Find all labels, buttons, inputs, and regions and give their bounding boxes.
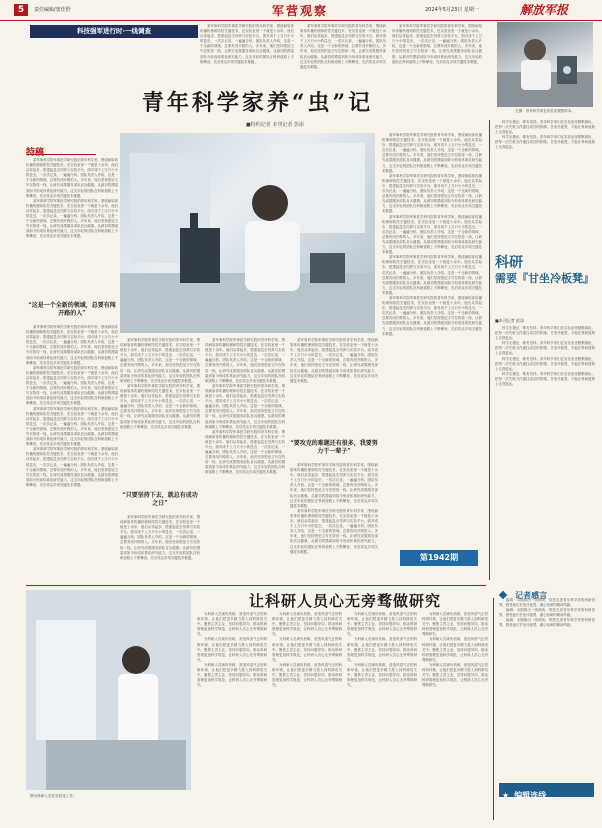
bottom-photo	[26, 590, 191, 790]
section-title: 军营观察	[271, 4, 328, 18]
side-title-line2: 需要『甘坐冷板凳』	[495, 272, 594, 285]
side-title-block	[495, 252, 595, 312]
main-byline: ■特约记者 本刊记者 彭添	[246, 122, 304, 128]
center-col-text-3	[205, 338, 285, 580]
body-paragraph: 某军事科学院军事医学研究院的青年科学家，围绕病原体传播机理和防控关键技术，在实验室里一干就是十余年。他们从零起步，搭建起昆虫饲养与实验平台，面对成千上万只小小的昆虫，一次次记录、一遍遍分析。团队负责人介绍，这是一个全新的领域，总要有闯开路的人。多年来，他们坚持把论文写在防疫一线，让研究成果服务部队官兵健康。从最初的摸索到如今形成体系化研究能力，这支年轻的团队在科研道路上不断攀登，先后攻克多项关键技术难题。	[120, 338, 200, 383]
body-paragraph: 某军事科学院军事医学研究院的青年科学家，围绕病原体传播机理和防控关键技术，在实验室里一干就是十余年。他们从零起步，搭建起昆虫饲养与实验平台，面对成千上万只小小的昆虫，一次次记录、一遍遍分析。团队负责人介绍，这是一个全新的领域，总要有闯开路的人。多年来，他们坚持把论文写在防疫一线，让研究成果服务部队官兵健康。从最初的摸索到如今形成体系化研究能力，这支年轻的团队在科研道路上不断攀登，先后攻克多项关键技术难题。	[26, 365, 118, 406]
bottom-paragraph: 为科研人员减负松绑，营造风清气正的科研环境，让他们把更多精力投入到科研攻关中。聚焦主责主业，坚持问题导向，推动科研管理更加科学规范，让科研人员心无旁骛做研究。	[272, 662, 342, 688]
feature-label	[26, 140, 96, 158]
lab-scene-image	[120, 133, 375, 333]
bottom-paragraph: 为科研人员减负松绑，营造风清气正的科研环境，让他们把更多精力投入到科研攻关中。聚焦主责主业，坚持问题导向，推动科研管理更加科学规范，让科研人员心无旁骛做研究。	[347, 637, 417, 662]
date-line: 2024年5月23日 星期一	[425, 7, 479, 13]
bottom-paragraph: 为科研人员减负松绑，营造风清气正的科研环境，让他们把更多精力投入到科研攻关中。聚焦主责主业，坚持问题导向，推动科研管理更加科学规范，让科研人员心无旁骛做研究。	[422, 662, 488, 688]
intro-text-1	[200, 24, 294, 84]
body-paragraph: 某军事科学院军事医学研究院的青年科学家，围绕病原体传播机理和防控关键技术，在实验室里一干就是十余年。他们从零起步，搭建起昆虫饲养与实验平台，面对成千上万只小小的昆虫，一次次记录、一遍遍分析。团队负责人介绍，这是一个全新的领域，总要有闯开路的人。多年来，他们坚持把论文写在防疫一线，让研究成果服务部队官兵健康。从最初的摸索到如今形成体系化研究能力，这支年轻的团队在科研道路上不断攀登，先后攻克多项关键技术难题。	[205, 383, 285, 429]
body-paragraph: 某军事科学院军事医学研究院的青年科学家，围绕病原体传播机理和防控关键技术，在实验室里一干就是十余年。他们从零起步，搭建起昆虫饲养与实验平台，面对成千上万只小小的昆虫，一次次记录、一遍遍分析。团队负责人介绍，这是一个全新的领域，总要有闯开路的人。多年来，他们坚持把论文写在防疫一线，让研究成果服务部队官兵健康。从最初的摸索到如今形成体系化研究能力，这支年轻的团队在科研道路上不断攀登，先后攻克多项关键技术难题。	[290, 508, 378, 554]
body-paragraph: 某军事科学院军事医学研究院的青年科学家，围绕病原体传播机理和防控关键技术，在实验室里一干就是十余年。他们从零起步，搭建起昆虫饲养与实验平台，面对成千上万只小小的昆虫，一次次记录、一遍遍分析。团队负责人介绍，这是一个全新的领域，总要有闯开路的人。多年来，他们坚持把论文写在防疫一线，让研究成果服务部队官兵健康。从最初的摸索到如今形成体系化研究能力，这支年轻的团队在科研道路上不断攀登，先后攻克多项关键技术难题。	[382, 296, 482, 336]
editor-note-paragraph: 编辑：本期推出一线调查，带您走进青年科学家的科研世界，感受他们甘坐冷板凳、潜心钻研的精神风貌。	[499, 598, 595, 608]
intro-paragraph: 某军事科学院军事医学研究院的青年科学家，围绕病原体传播机理和防控关键技术，在实验室里一干就是十余年。他们从零起步，搭建起昆虫饲养与实验平台，面对成千上万只小小的昆虫，一次次记录、一遍遍分析。团队负责人介绍，这是一个全新的领域，总要有闯开路的人。多年来，他们坚持把论文写在防疫一线，让研究成果服务部队官兵健康。从最初的摸索到如今形成体系化研究能力，这支年轻的团队在科研道路上不断攀登，先后攻克多项关键技术难题。	[200, 24, 294, 64]
bottom-paragraph: 为科研人员减负松绑，营造风清气正的科研环境，让他们把更多精力投入到科研攻关中。聚焦主责主业，坚持问题导向，推动科研管理更加科学规范，让科研人员心无旁骛做研究。	[272, 612, 342, 637]
side-paragraph: 科学无捷径，唯有坚持。青年科学家们在实验室里默默耕耘，把每一次失败当作通往成功的阶梯。甘坐冷板凳，才能在科研道路上走得更远。	[495, 135, 595, 150]
bottom-text-3	[347, 612, 417, 812]
left-col-text-1	[26, 158, 118, 298]
intro-text-2	[300, 24, 386, 84]
body-paragraph: 某军事科学院军事医学研究院的青年科学家，围绕病原体传播机理和防控关键技术，在实验室里一干就是十余年。他们从零起步，搭建起昆虫饲养与实验平台，面对成千上万只小小的昆虫，一次次记录、一遍遍分析。团队负责人介绍，这是一个全新的领域，总要有闯开路的人。多年来，他们坚持把论文写在防疫一线，让研究成果服务部队官兵健康。从最初的摸索到如今形成体系化研究能力，这支年轻的团队在科研道路上不断攀登，先后攻克多项关键技术难题。	[382, 133, 482, 173]
bottom-photo-caption: 图为科研人员在实验室工作。	[30, 794, 77, 798]
body-paragraph: 某军事科学院军事医学研究院的青年科学家，围绕病原体传播机理和防控关键技术，在实验室里一干就是十余年。他们从零起步，搭建起昆虫饲养与实验平台，面对成千上万只小小的昆虫，一次次记录、一遍遍分析。团队负责人介绍，这是一个全新的领域，总要有闯开路的人。多年来，他们坚持把论文写在防疫一线，让研究成果服务部队官兵健康。从最初的摸索到如今形成体系化研究能力，这支年轻的团队在科研道路上不断攀登，先后攻克多项关键技术难题。	[205, 429, 285, 475]
edition-box	[400, 550, 478, 566]
body-paragraph: 某军事科学院军事医学研究院的青年科学家，围绕病原体传播机理和防控关键技术，在实验室里一干就是十余年。他们从零起步，搭建起昆虫饲养与实验平台，面对成千上万只小小的昆虫，一次次记录、一遍遍分析。团队负责人介绍，这是一个全新的领域，总要有闯开路的人。多年来，他们坚持把论文写在防疫一线，让研究成果服务部队官兵健康。从最初的摸索到如今形成体系化研究能力，这支年轻的团队在科研道路上不断攀登，先后攻克多项关键技术难题。	[26, 447, 118, 487]
bottom-paragraph: 为科研人员减负松绑，营造风清气正的科研环境，让他们把更多精力投入到科研攻关中。聚焦主责主业，坚持问题导向，推动科研管理更加科学规范，让科研人员心无旁骛做研究。	[422, 612, 488, 637]
right-main-text-1	[382, 133, 482, 543]
body-paragraph: 某军事科学院军事医学研究院的青年科学家，围绕病原体传播机理和防控关键技术，在实验室里一干就是十余年。他们从零起步，搭建起昆虫饲养与实验平台，面对成千上万只小小的昆虫，一次次记录、一遍遍分析。团队负责人介绍，这是一个全新的领域，总要有闯开路的人。多年来，他们坚持把论文写在防疫一线，让研究成果服务部队官兵健康。从最初的摸索到如今形成体系化研究能力，这支年轻的团队在科研道路上不断攀登，先后攻克多项关键技术难题。	[205, 338, 285, 383]
side-paragraph: 科学无捷径，唯有坚持。青年科学家们在实验室里默默耕耘，把每一次失败当作通往成功的阶梯。甘坐冷板凳，才能在科研道路上走得更远。	[495, 371, 595, 387]
side-text-1	[495, 120, 595, 250]
page-number: 5	[14, 4, 28, 16]
editor-note-paragraph: 编辑：本期推出一线调查，带您走进青年科学家的科研世界，感受他们甘坐冷板凳、潜心钻研的精神风貌。	[499, 608, 595, 618]
column-tag	[30, 25, 198, 38]
body-paragraph: 某军事科学院军事医学研究院的青年科学家，围绕病原体传播机理和防控关键技术，在实验室里一干就是十余年。他们从零起步，搭建起昆虫饲养与实验平台，面对成千上万只小小的昆虫，一次次记录、一遍遍分析。团队负责人介绍，这是一个全新的领域，总要有闯开路的人。多年来，他们坚持把论文写在防疫一线，让研究成果服务部队官兵健康。从最初的摸索到如今形成体系化研究能力，这支年轻的团队在科研道路上不断攀登，先后攻克多项关键技术难题。	[120, 383, 200, 429]
right-photo-caption: 左图：青年科学家在实验室观察样本。	[515, 109, 575, 113]
editor-note-label	[499, 783, 594, 800]
editor-line: 责任编辑/窦佳舒	[34, 7, 71, 13]
body-paragraph: 某军事科学院军事医学研究院的青年科学家，围绕病原体传播机理和防控关键技术，在实验室里一干就是十余年。他们从零起步，搭建起昆虫饲养与实验平台，面对成千上万只小小的昆虫，一次次记录、一遍遍分析。团队负责人介绍，这是一个全新的领域，总要有闯开路的人。多年来，他们坚持把论文写在防疫一线，让研究成果服务部队官兵健康。从最初的摸索到如今形成体系化研究能力，这支年轻的团队在科研道路上不断攀登，先后攻克多项关键技术难题。	[382, 173, 482, 214]
column-tag-text: 科技强军进行时·一线调查	[77, 27, 151, 35]
editor-note-box	[493, 598, 596, 820]
side-paragraph: 科学无捷径，唯有坚持。青年科学家们在实验室里默默耕耘，把每一次失败当作通往成功的阶梯。甘坐冷板凳，才能在科研道路上走得更远。	[495, 356, 595, 371]
subhead-1: “这是一个全新的领域，总要有闯开路的人”	[28, 302, 116, 317]
side-paragraph: 科学无捷径，唯有坚持。青年科学家们在实验室里默默耕耘，把每一次失败当作通往成功的阶梯。甘坐冷板凳，才能在科研道路上走得更远。	[495, 120, 595, 135]
intro-paragraph: 某军事科学院军事医学研究院的青年科学家，围绕病原体传播机理和防控关键技术，在实验室里一干就是十余年。他们从零起步，搭建起昆虫饲养与实验平台，面对成千上万只小小的昆虫，一次次记录、一遍遍分析。团队负责人介绍，这是一个全新的领域，总要有闯开路的人。多年来，他们坚持把论文写在防疫一线，让研究成果服务部队官兵健康。从最初的摸索到如今形成体系化研究能力，这支年轻的团队在科研道路上不断攀登，先后攻克多项关键技术难题。	[300, 24, 386, 69]
side-paragraph: 科学无捷径，唯有坚持。青年科学家们在实验室里默默耕耘，把每一次失败当作通往成功的阶梯。甘坐冷板凳，才能在科研道路上走得更远。	[495, 326, 595, 341]
body-paragraph: 某军事科学院军事医学研究院的青年科学家，围绕病原体传播机理和防控关键技术，在实验室里一干就是十余年。他们从零起步，搭建起昆虫饲养与实验平台，面对成千上万只小小的昆虫，一次次记录、一遍遍分析。团队负责人介绍，这是一个全新的领域，总要有闯开路的人。多年来，他们坚持把论文写在防疫一线，让研究成果服务部队官兵健康。从最初的摸索到如今形成体系化研究能力，这支年轻的团队在科研道路上不断攀登，先后攻克多项关键技术难题。	[290, 463, 378, 508]
bottom-paragraph: 为科研人员减负松绑，营造风清气正的科研环境，让他们把更多精力投入到科研攻关中。聚焦主责主业，坚持问题导向，推动科研管理更加科学规范，让科研人员心无旁骛做研究。	[197, 662, 267, 688]
bottom-paragraph: 为科研人员减负松绑，营造风清气正的科研环境，让他们把更多精力投入到科研攻关中。聚焦主责主业，坚持问题导向，推动科研管理更加科学规范，让科研人员心无旁骛做研究。	[347, 662, 417, 688]
editor-note-label-text: 编辑连线	[514, 791, 547, 800]
body-paragraph: 某军事科学院军事医学研究院的青年科学家，围绕病原体传播机理和防控关键技术，在实验室里一干就是十余年。他们从零起步，搭建起昆虫饲养与实验平台，面对成千上万只小小的昆虫，一次次记录、一遍遍分析。团队负责人介绍，这是一个全新的领域，总要有闯开路的人。多年来，他们坚持把论文写在防疫一线，让研究成果服务部队官兵健康。从最初的摸索到如今形成体系化研究能力，这支年轻的团队在科研道路上不断攀登，先后攻克多项关键技术难题。	[26, 325, 118, 365]
body-paragraph: 某军事科学院军事医学研究院的青年科学家，围绕病原体传播机理和防控关键技术，在实验室里一干就是十余年。他们从零起步，搭建起昆虫饲养与实验平台，面对成千上万只小小的昆虫，一次次记录、一遍遍分析。团队负责人介绍，这是一个全新的领域，总要有闯开路的人。多年来，他们坚持把论文写在防疫一线，让研究成果服务部队官兵健康。从最初的摸索到如今形成体系化研究能力，这支年轻的团队在科研道路上不断攀登，先后攻克多项关键技术难题。	[290, 338, 378, 383]
side-title-line1: 科研	[495, 255, 523, 271]
scientist-image	[497, 22, 593, 107]
side-byline: ■本刊记者 彭添	[495, 318, 525, 323]
bottom-divider	[26, 585, 486, 586]
center-col-text-2	[120, 515, 200, 580]
bottom-text-2	[272, 612, 342, 812]
edition-label: 第1942期	[419, 553, 459, 562]
side-text-2	[495, 326, 595, 576]
star-icon: ★	[502, 791, 510, 800]
body-paragraph: 某军事科学院军事医学研究院的青年科学家，围绕病原体传播机理和防控关键技术，在实验室里一干就是十余年。他们从零起步，搭建起昆虫饲养与实验平台，面对成千上万只小小的昆虫，一次次记录、一遍遍分析。团队负责人介绍，这是一个全新的领域，总要有闯开路的人。多年来，他们坚持把论文写在防疫一线，让研究成果服务部队官兵健康。从最初的摸索到如今形成体系化研究能力，这支年轻的团队在科研道路上不断攀登，先后攻克多项关键技术难题。	[120, 515, 200, 560]
subhead-2: “只要坚持下去，就总有成功之日”	[122, 492, 198, 507]
sidebar-divider	[489, 120, 490, 580]
editor-note-text	[499, 598, 595, 778]
bottom-paragraph: 为科研人员减负松绑，营造风清气正的科研环境，让他们把更多精力投入到科研攻关中。聚焦主责主业，坚持问题导向，推动科研管理更加科学规范，让科研人员心无旁骛做研究。	[197, 637, 267, 662]
feature-label-text: 特稿	[26, 148, 45, 158]
bottom-lab-image	[26, 590, 191, 790]
body-paragraph: 某军事科学院军事医学研究院的青年科学家，围绕病原体传播机理和防控关键技术，在实验室里一干就是十余年。他们从零起步，搭建起昆虫饲养与实验平台，面对成千上万只小小的昆虫，一次次记录、一遍遍分析。团队负责人介绍，这是一个全新的领域，总要有闯开路的人。多年来，他们坚持把论文写在防疫一线，让研究成果服务部队官兵健康。从最初的摸索到如今形成体系化研究能力，这支年轻的团队在科研道路上不断攀登，先后攻克多项关键技术难题。	[382, 214, 482, 255]
intro-paragraph: 某军事科学院军事医学研究院的青年科学家，围绕病原体传播机理和防控关键技术，在实验室里一干就是十余年。他们从零起步，搭建起昆虫饲养与实验平台，面对成千上万只小小的昆虫，一次次记录、一遍遍分析。团队负责人介绍，这是一个全新的领域，总要有闯开路的人。多年来，他们坚持把论文写在防疫一线，让研究成果服务部队官兵健康。从最初的摸索到如今形成体系化研究能力，这支年轻的团队在科研道路上不断攀登，先后攻克多项关键技术难题。	[392, 24, 482, 64]
reporter-note-text: 记者感言	[515, 590, 548, 600]
bottom-headline: 让科研人员心无旁骛做研究	[248, 592, 441, 610]
body-paragraph: 某军事科学院军事医学研究院的青年科学家，围绕病原体传播机理和防控关键技术，在实验室里一干就是十余年。他们从零起步，搭建起昆虫饲养与实验平台，面对成千上万只小小的昆虫，一次次记录、一遍遍分析。团队负责人介绍，这是一个全新的领域，总要有闯开路的人。多年来，他们坚持把论文写在防疫一线，让研究成果服务部队官兵健康。从最初的摸索到如今形成体系化研究能力，这支年轻的团队在科研道路上不断攀登，先后攻克多项关键技术难题。	[26, 198, 118, 239]
newspaper-logo: 解放军报	[520, 3, 569, 17]
top-right-photo	[497, 22, 593, 107]
editor-note-paragraph: 编辑：本期推出一线调查，带您走进青年科学家的科研世界，感受他们甘坐冷板凳、潜心钻研的精神风貌。	[499, 618, 595, 628]
bottom-paragraph: 为科研人员减负松绑，营造风清气正的科研环境，让他们把更多精力投入到科研攻关中。聚焦主责主业，坚持问题导向，推动科研管理更加科学规范，让科研人员心无旁骛做研究。	[422, 637, 488, 662]
bottom-text-1	[197, 612, 267, 812]
lab-photo	[120, 133, 375, 333]
bottom-paragraph: 为科研人员减负松绑，营造风清气正的科研环境，让他们把更多精力投入到科研攻关中。聚焦主责主业，坚持问题导向，推动科研管理更加科学规范，让科研人员心无旁骛做研究。	[272, 637, 342, 662]
reporter-note-label	[500, 583, 595, 600]
center-col-text-1	[120, 338, 200, 488]
center-col-text-4	[290, 338, 378, 438]
body-paragraph: 某军事科学院军事医学研究院的青年科学家，围绕病原体传播机理和防控关键技术，在实验室里一干就是十余年。他们从零起步，搭建起昆虫饲养与实验平台，面对成千上万只小小的昆虫，一次次记录、一遍遍分析。团队负责人介绍，这是一个全新的领域，总要有闯开路的人。多年来，他们坚持把论文写在防疫一线，让研究成果服务部队官兵健康。从最初的摸索到如今形成体系化研究能力，这支年轻的团队在科研道路上不断攀登，先后攻克多项关键技术难题。	[26, 406, 118, 447]
intro-text-3	[392, 24, 482, 84]
side-paragraph: 科学无捷径，唯有坚持。青年科学家们在实验室里默默耕耘，把每一次失败当作通往成功的阶梯。甘坐冷板凳，才能在科研道路上走得更远。	[495, 341, 595, 356]
center-col-text-5	[290, 463, 378, 580]
bottom-paragraph: 为科研人员减负松绑，营造风清气正的科研环境，让他们把更多精力投入到科研攻关中。聚焦主责主业，坚持问题导向，推动科研管理更加科学规范，让科研人员心无旁骛做研究。	[347, 612, 417, 637]
body-paragraph: 某军事科学院军事医学研究院的青年科学家，围绕病原体传播机理和防控关键技术，在实验室里一干就是十余年。他们从零起步，搭建起昆虫饲养与实验平台，面对成千上万只小小的昆虫，一次次记录、一遍遍分析。团队负责人介绍，这是一个全新的领域，总要有闯开路的人。多年来，他们坚持把论文写在防疫一线，让研究成果服务部队官兵健康。从最初的摸索到如今形成体系化研究能力，这支年轻的团队在科研道路上不断攀登，先后攻克多项关键技术难题。	[26, 158, 118, 198]
body-paragraph: 某军事科学院军事医学研究院的青年科学家，围绕病原体传播机理和防控关键技术，在实验室里一干就是十余年。他们从零起步，搭建起昆虫饲养与实验平台，面对成千上万只小小的昆虫，一次次记录、一遍遍分析。团队负责人介绍，这是一个全新的领域，总要有闯开路的人。多年来，他们坚持把论文写在防疫一线，让研究成果服务部队官兵健康。从最初的摸索到如今形成体系化研究能力，这支年轻的团队在科研道路上不断攀登，先后攻克多项关键技术难题。	[382, 255, 482, 295]
main-headline: 青年科学家养“虫”记	[141, 90, 374, 116]
bottom-text-4	[422, 612, 488, 812]
bottom-paragraph: 为科研人员减负松绑，营造风清气正的科研环境，让他们把更多精力投入到科研攻关中。聚焦主责主业，坚持问题导向，推动科研管理更加科学规范，让科研人员心无旁骛做研究。	[197, 612, 267, 637]
subhead-3: “要攻克的难题还有很多，我要努力干一辈子”	[290, 440, 378, 455]
left-col-text-2	[26, 325, 118, 580]
page-header	[0, 0, 602, 21]
